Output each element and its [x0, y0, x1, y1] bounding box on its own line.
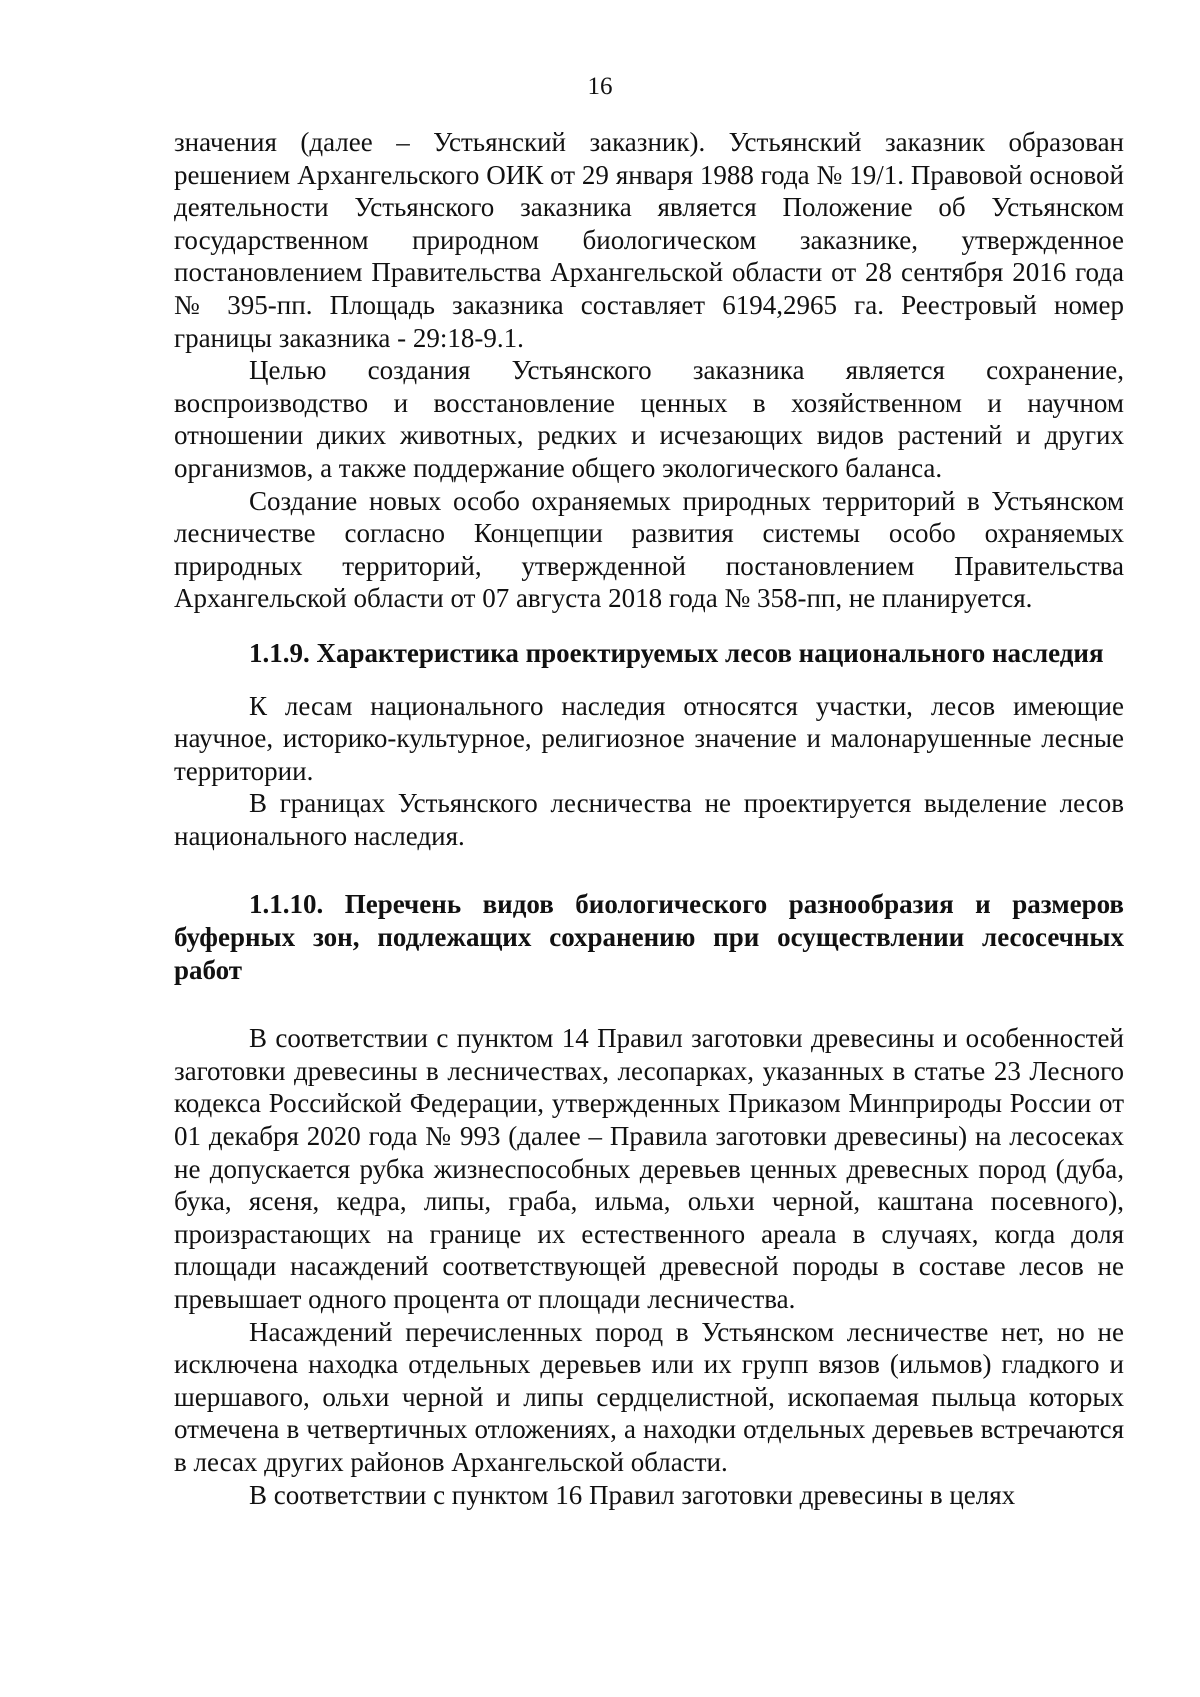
section-heading-1-1-9: 1.1.9. Характеристика проектируемых лесов национального наследия	[249, 637, 1104, 668]
paragraph-species-presence: Насаждений перечисленных пород в Устьянском лесничестве нет, но не исключена находка отдельных деревьев или их групп вязов (ильмов) гладкого и шершавого, ольхи черной и липы сердцелистной, ископаемая пыльца которых отмечена в четвертичных отложениях, а находки отдельных деревьев встречаются в лесах других районов Архангельской области.	[174, 1316, 1124, 1477]
page-number: 16	[587, 73, 613, 100]
spacer	[174, 670, 1124, 690]
paragraph-reserve-basis: значения (далее – Устьянский заказник). Устьянский заказник образован решением Архангельского ОИК от 29 января 1988 года № 19/1. Правовой основой деятельности Устьянского заказника является Положение об Устьянском государственном природном биологическом заказнике, утвержденное постановлением Правительства Архангельской области от 28 сентября 2016 года № 395-пп. Площадь заказника составляет 6194,2965 га. Реестровый номер границы заказника - 29:18-9.1.	[174, 127, 1124, 353]
paragraph-heritage-forests-none: В границах Устьянского лесничества не проектируется выделение лесов национального наследия.	[174, 788, 1124, 851]
spacer	[174, 852, 1124, 888]
paragraph-logging-rules: В соответствии с пунктом 14 Правил заготовки древесины и особенностей заготовки древесины в лесничествах, лесопарках, указанных в статье 23 Лесного кодекса Российской Федерации, утвержденных Приказом Минприроды России от 01 декабря 2020 года № 993 (далее – Правила заготовки древесины) на лесосеках не допускается рубка жизнеспособных деревьев ценных древесных пород (дуба, бука, ясеня, кедра, липы, граба, ильма, ольхи черной, каштана посевного), произрастающих на границе их естественного ареала в случаях, когда доля площади насаждений соответствующей древесной породы в составе лесов не превышает одного процента от площади лесничества.	[174, 1023, 1124, 1314]
paragraph-rule-16: В соответствии с пунктом 16 Правил заготовки древесины в целях	[249, 1479, 1016, 1510]
section-heading-1-1-10: 1.1.10. Перечень видов биологического разнообразия и размеров буферных зон, подлежащих сохранению при осуществлении лесосечных работ	[174, 889, 1124, 985]
spacer	[174, 615, 1124, 637]
paragraph-reserve-purpose: Целью создания Устьянского заказника является сохранение, воспроизводство и восстановление ценных в хозяйственном и научном отношении диких животных, редких и исчезающих видов растений и других организмов, а также поддержание общего экологического баланса.	[174, 355, 1124, 483]
document-body	[174, 126, 1124, 1511]
paragraph-heritage-forests-definition: К лесам национального наследия относятся участки, лесов имеющие научное, историко-культурное, религиозное значение и малонарушенные лесные территории.	[174, 690, 1124, 786]
paragraph-new-territories: Создание новых особо охраняемых природных территорий в Устьянском лесничестве согласно Концепции развития системы особо охраняемых природных территорий, утвержденной постановлением Правительства Архангельской области от 07 августа 2018 года № 358-пп, не планируется.	[174, 485, 1124, 614]
spacer	[174, 986, 1124, 1022]
